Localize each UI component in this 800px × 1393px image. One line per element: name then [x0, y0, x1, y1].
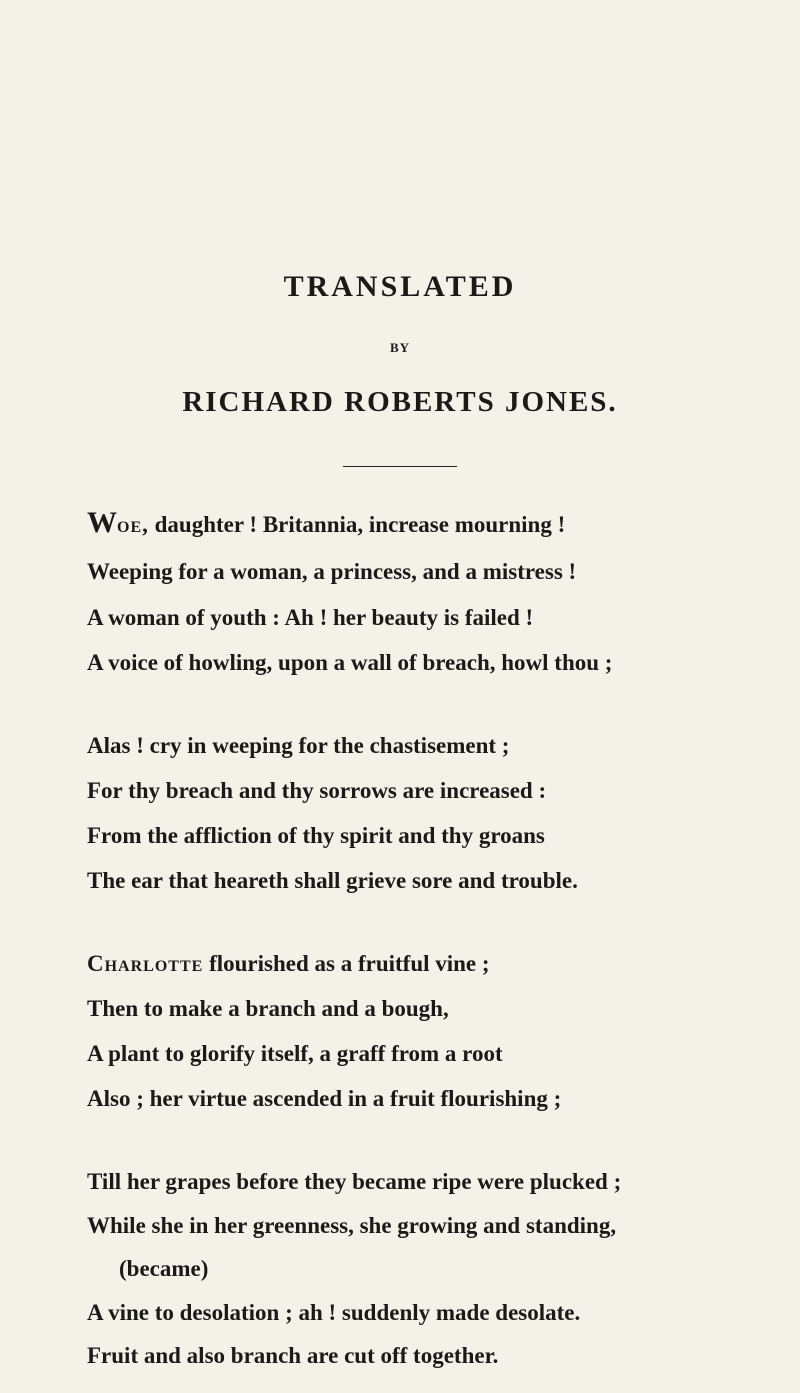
poem-line: Also ; her virtue ascended in a fruit flourishing ;: [87, 1086, 562, 1111]
poem-line: A vine to desolation ; ah ! suddenly made desolate.: [87, 1300, 581, 1325]
poem-line: [87, 949, 490, 979]
poem-line: A woman of youth : Ah ! her beauty is failed !: [87, 605, 534, 630]
poem-line: Then to make a branch and a bough,: [87, 996, 449, 1021]
poem-line: Weeping for a woman, a princess, and a mistress !: [87, 559, 577, 584]
poem-line: A plant to glorify itself, a graff from a root: [87, 1041, 503, 1066]
line-text: daughter ! Britannia, increase mourning !: [148, 512, 566, 537]
poem-line: Till her grapes before they became ripe were plucked ;: [87, 1169, 622, 1194]
poem-line: Fruit and also branch are cut off together.: [87, 1343, 499, 1368]
drop-cap: W: [87, 506, 117, 539]
by-label: BY: [389, 340, 411, 355]
poem-line: [87, 508, 565, 540]
author-name: RICHARD ROBERTS JONES.: [182, 386, 618, 418]
poem-line: From the affliction of thy spirit and thy groans: [87, 823, 545, 848]
poem-line: A voice of howling, upon a wall of breach, howl thou ;: [87, 650, 613, 675]
small-caps-name: Charlotte: [87, 951, 204, 976]
poem-line: Alas ! cry in weeping for the chastisement ;: [87, 733, 510, 758]
translated-heading: TRANSLATED: [283, 270, 517, 303]
section-divider: [343, 466, 457, 467]
poem-line-continuation: (became): [119, 1256, 209, 1281]
poem-line: While she in her greenness, she growing and standing,: [87, 1213, 617, 1238]
poem-line: For thy breach and thy sorrows are increased :: [87, 778, 547, 803]
small-caps-word: oe,: [117, 512, 149, 537]
poem-line: The ear that heareth shall grieve sore and trouble.: [87, 868, 578, 893]
line-text: flourished as a fruitful vine ;: [203, 951, 490, 976]
